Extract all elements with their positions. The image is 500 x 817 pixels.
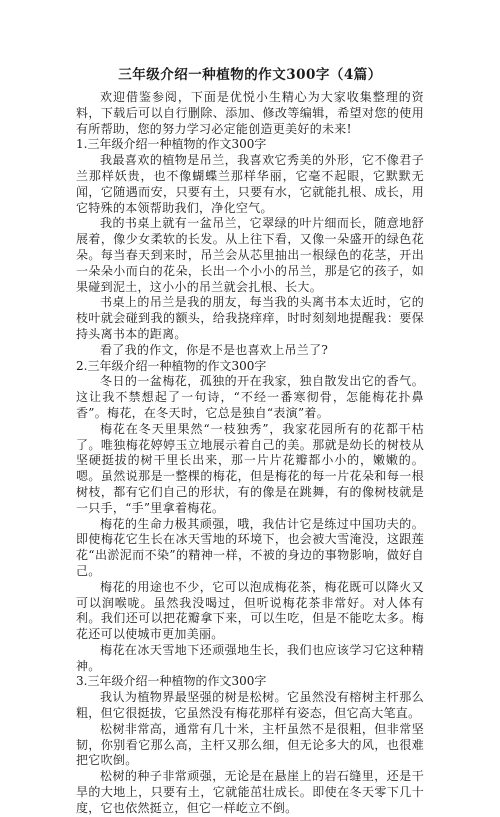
body-paragraph: 梅花的生命力极其顽强，哦，我估计它是练过中国功夫的。即使梅花它生长在冰天雪地的环境下，也会被大雪淹没，这跟莲花“出淤泥而不染”的精神一样，不被的身边的事物影响，做好自己。 xyxy=(76,516,424,578)
section-heading: 2.三年级介绍一种植物的作文300字 xyxy=(76,358,267,373)
section-heading: 3.三年级介绍一种植物的作文300字 xyxy=(76,674,267,689)
body-paragraph: 我最喜欢的植物是吊兰，我喜欢它秀美的外形，它不像君子兰那样妖贵，也不像蝴蝶兰那样华丽，它毫不起眼，它默默无闻，它随遇而安，只要有土，只要有水，它就能扎根、成长，用它特殊的本领帮助我们，净化空气。 xyxy=(76,153,424,215)
body-paragraph: 松树的种子非常顽强，无论是在悬崖上的岩石缝里，还是干旱的大地上，只要有土，它就能茁壮成长。即使在冬天零下几十度，它也依然挺立，但它一样屹立不倒。 xyxy=(76,769,424,815)
body-paragraph: 梅花在冰天雪地下还顽强地生长，我们也应该学习它这种精神。 xyxy=(76,642,424,673)
document-title: 三年级介绍一种植物的作文300字（4篇） xyxy=(118,67,382,83)
body-paragraph: 梅花的用途也不少，它可以泡成梅花茶，梅花既可以降火又可以润喉咙。虽然我没喝过，但听说梅花茶非常好。对人体有利。我们还可以把花瓣拿下来，可以生吃，但是不能吃太多。梅花还可以使城市更加美丽。 xyxy=(76,579,424,642)
body-paragraph: 看了我的作文，你是不是也喜欢上吊兰了? xyxy=(100,342,329,357)
body-paragraph: 我的书桌上就有一盆吊兰，它翠绿的叶片细而长，随意地舒展着，像少女柔软的长发。从上往下看，又像一朵盛开的绿色花朵。每当春天到来时，吊兰会从芯里抽出一根绿色的花茎，开出一朵朵小而白的花朵，长出一个小小的吊兰，那是它的孩子，如果碰到泥土，这小小的吊兰就会扎根、长大。 xyxy=(76,216,424,294)
document-body xyxy=(76,90,424,817)
body-paragraph: 书桌上的吊兰是我的朋友，每当我的头离书本太近时，它的枝叶就会碰到我的额头，给我挠痒痒，时时刻刻地提醒我：要保持头离书本的距离。 xyxy=(76,295,424,341)
intro-paragraph: 欢迎借鉴参阅，下面是优悦小生精心为大家收集整理的资料，下载后可以自行删除、添加、修改等编辑，希望对您的使用有所帮助，您的努力学习必定能创造更美好的未来! xyxy=(76,90,424,136)
body-paragraph: 冬日的一盆梅花，孤独的开在我家，独自散发出它的香气。这让我不禁想起了一句诗，“不经一番寒彻骨，怎能梅花扑鼻香”。梅花，在冬天时，它总是独自“表演”着。 xyxy=(76,374,424,420)
body-paragraph: 梅花在冬天里果然“一枝独秀”，我家花园所有的花都干枯了。唯独梅花婷婷玉立地展示着自己的美。那就是幼长的树枝从坚硬挺拔的树干里长出来，那一片片花瓣都小小的，嫩嫩的。嗯。虽然说那是一整棵的梅花，但是梅花的每一片花朵和每一根树枝，都有它们自己的形状，有的像是在跳舞，有的像树枝就是一只手，“手”里拿着梅花。 xyxy=(76,421,424,515)
section-heading: 1.三年级介绍一种植物的作文300字 xyxy=(76,137,267,152)
body-paragraph: 我认为植物界最坚强的树是松树。它虽然没有榕树主杆那么粗，但它很挺拔，它虽然没有梅花那样有姿态，但它高大笔直。 xyxy=(76,690,424,721)
body-paragraph: 松树非常高，通常有几十米，主杆虽然不是很粗，但非常坚韧，你别看它那么高，主杆又那么细，但无论多大的风，也很难把它吹倒。 xyxy=(76,721,424,768)
